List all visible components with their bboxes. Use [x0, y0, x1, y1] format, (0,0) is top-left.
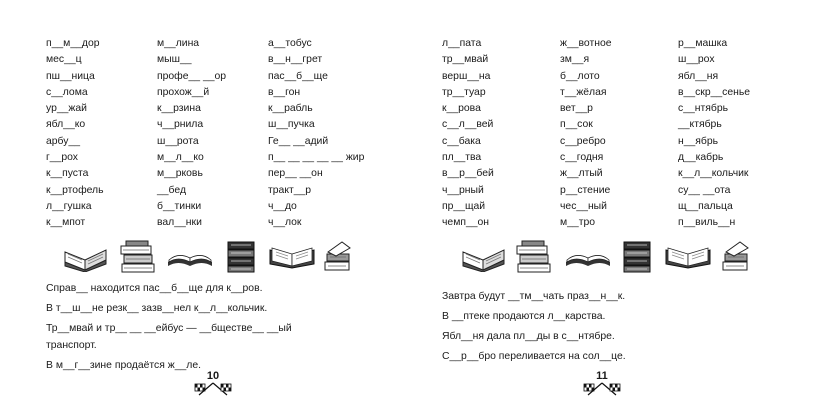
- word: щ__пальца: [678, 200, 733, 212]
- word: чемп__он: [442, 217, 490, 229]
- word: с__бака: [442, 135, 481, 147]
- word: п__виль__н: [678, 217, 736, 229]
- word: а__тобус: [268, 38, 312, 49]
- word: __бед: [157, 184, 187, 196]
- stacked-books-icon: [226, 240, 256, 274]
- word: арбу__: [46, 135, 81, 147]
- word: р__стение: [560, 184, 611, 196]
- word: ж__вотное: [560, 38, 612, 49]
- word: ябл__ко: [46, 119, 86, 131]
- word: ч__рнила: [157, 119, 204, 131]
- word: к__рова: [442, 103, 481, 115]
- word: прохож__й: [157, 86, 210, 98]
- word: к__рабль: [268, 103, 313, 115]
- word: л__пата: [442, 38, 482, 49]
- word: к__мпот: [46, 217, 86, 229]
- sentence: Завтра будут __тм__чать праз__н__к.: [442, 291, 626, 302]
- word-column-3: [678, 36, 750, 232]
- word: вет__р: [560, 103, 593, 115]
- word: п__м__дор: [46, 38, 100, 49]
- word: в__гон: [268, 86, 301, 98]
- word: м__л__ко: [157, 152, 204, 164]
- word: пас__б__ще: [268, 70, 328, 82]
- word: ш__рота: [157, 135, 199, 147]
- word: верш__на: [442, 70, 491, 82]
- word: м__рковь: [157, 168, 203, 180]
- page-number-label: 11: [596, 370, 608, 382]
- word: вал__нки: [157, 217, 202, 229]
- word: с__л__вей: [442, 119, 494, 131]
- word-column-3: [268, 36, 364, 232]
- word: ч__рный: [442, 184, 484, 196]
- word: д__кабрь: [678, 152, 724, 164]
- sentence: Ябл__ня дала пл__ды в с__нтябре.: [442, 331, 615, 342]
- word: т__жёлая: [560, 86, 607, 98]
- stacked-books-icon: [622, 240, 652, 274]
- word: с__годня: [560, 152, 604, 164]
- word-column-2: [560, 36, 612, 232]
- book-stack-icon: [516, 240, 552, 274]
- sentence: С__р__бро переливается на сол__це.: [442, 351, 626, 362]
- word: __ктябрь: [678, 119, 722, 131]
- word: зм__я: [560, 54, 590, 66]
- book-stack-icon: [120, 240, 156, 274]
- sentence-list: [442, 288, 742, 368]
- sentence-list: [46, 280, 346, 377]
- sentence: Тр__мвай и тр__ __ __ейбус — __бществе__ __ый транспорт.: [46, 323, 292, 351]
- word: м__лина: [157, 38, 200, 49]
- word: п__ __ __ __ __ жир: [268, 152, 365, 164]
- word: пр__щай: [442, 200, 486, 212]
- word: р__машка: [678, 38, 728, 49]
- sentence: Справ__ находится пас__б__ще для к__ров.: [46, 283, 263, 294]
- tilted-book-stack-icon: [720, 240, 750, 272]
- word: н__ябрь: [678, 135, 719, 147]
- word: м__тро: [560, 217, 596, 229]
- word: пш__ница: [46, 70, 95, 82]
- word-column-2: [157, 36, 226, 232]
- word: ж__лтый: [560, 168, 603, 180]
- word: ч__до: [268, 200, 297, 212]
- crossed-checkered-flags-icon: [582, 379, 622, 396]
- word: Ге__ __адий: [268, 135, 329, 147]
- crossed-checkered-flags-icon: [193, 379, 233, 396]
- sentence: В м__г__зине продаётся ж__ле.: [46, 360, 202, 371]
- word: к__ртофель: [46, 184, 104, 196]
- word: мес__ц: [46, 54, 82, 66]
- word: ш__пучка: [268, 119, 315, 131]
- word: чес__ный: [560, 200, 607, 212]
- word: тр__туар: [442, 86, 486, 98]
- word: в__скр__сенье: [678, 86, 751, 98]
- word: к__пуста: [46, 168, 89, 180]
- sentence: В т__ш__не резк__ зазв__нел к__л__кольчик.: [46, 303, 268, 314]
- tilted-book-stack-icon: [322, 240, 352, 272]
- word: в__р__бей: [442, 168, 494, 180]
- word: п__сок: [560, 119, 593, 131]
- word: ч__лок: [268, 217, 302, 229]
- word: с__лома: [46, 86, 88, 98]
- word: б__тинки: [157, 200, 202, 212]
- word: пл__тва: [442, 152, 482, 164]
- page-number: [193, 370, 233, 396]
- word: су__ __ота: [678, 184, 731, 196]
- word: ш__рох: [678, 54, 715, 66]
- word-column-1: [442, 36, 494, 232]
- word: л__гушка: [46, 200, 92, 212]
- open-book-on-stack-icon: [62, 240, 108, 272]
- right-page: [410, 0, 820, 419]
- word: ябл__ня: [678, 70, 719, 82]
- open-book-icon: [166, 240, 214, 270]
- open-book-icon: [564, 240, 612, 270]
- word: в__н__грет: [268, 54, 323, 66]
- word: мыш__: [157, 54, 192, 66]
- page-number-label: 10: [206, 370, 220, 382]
- word: ур__жай: [46, 103, 87, 115]
- open-book-icon: [664, 240, 712, 270]
- word: к__л__кольчик: [678, 168, 749, 180]
- open-book-on-stack-icon: [460, 240, 506, 272]
- word: тракт__р: [268, 184, 312, 196]
- word: г__рох: [46, 152, 78, 164]
- page-number: [582, 370, 622, 396]
- word: б__лото: [560, 70, 600, 82]
- word: тр__мвай: [442, 54, 489, 66]
- open-book-icon: [268, 240, 316, 270]
- word: профе__ __ор: [157, 70, 227, 82]
- word: пер__ __он: [268, 168, 323, 180]
- word: к__рзина: [157, 103, 201, 115]
- sentence: В __птеке продаются л__карства.: [442, 311, 606, 322]
- word: с__нтябрь: [678, 103, 729, 115]
- word-column-1: [46, 36, 104, 232]
- word: с__ребро: [560, 135, 606, 147]
